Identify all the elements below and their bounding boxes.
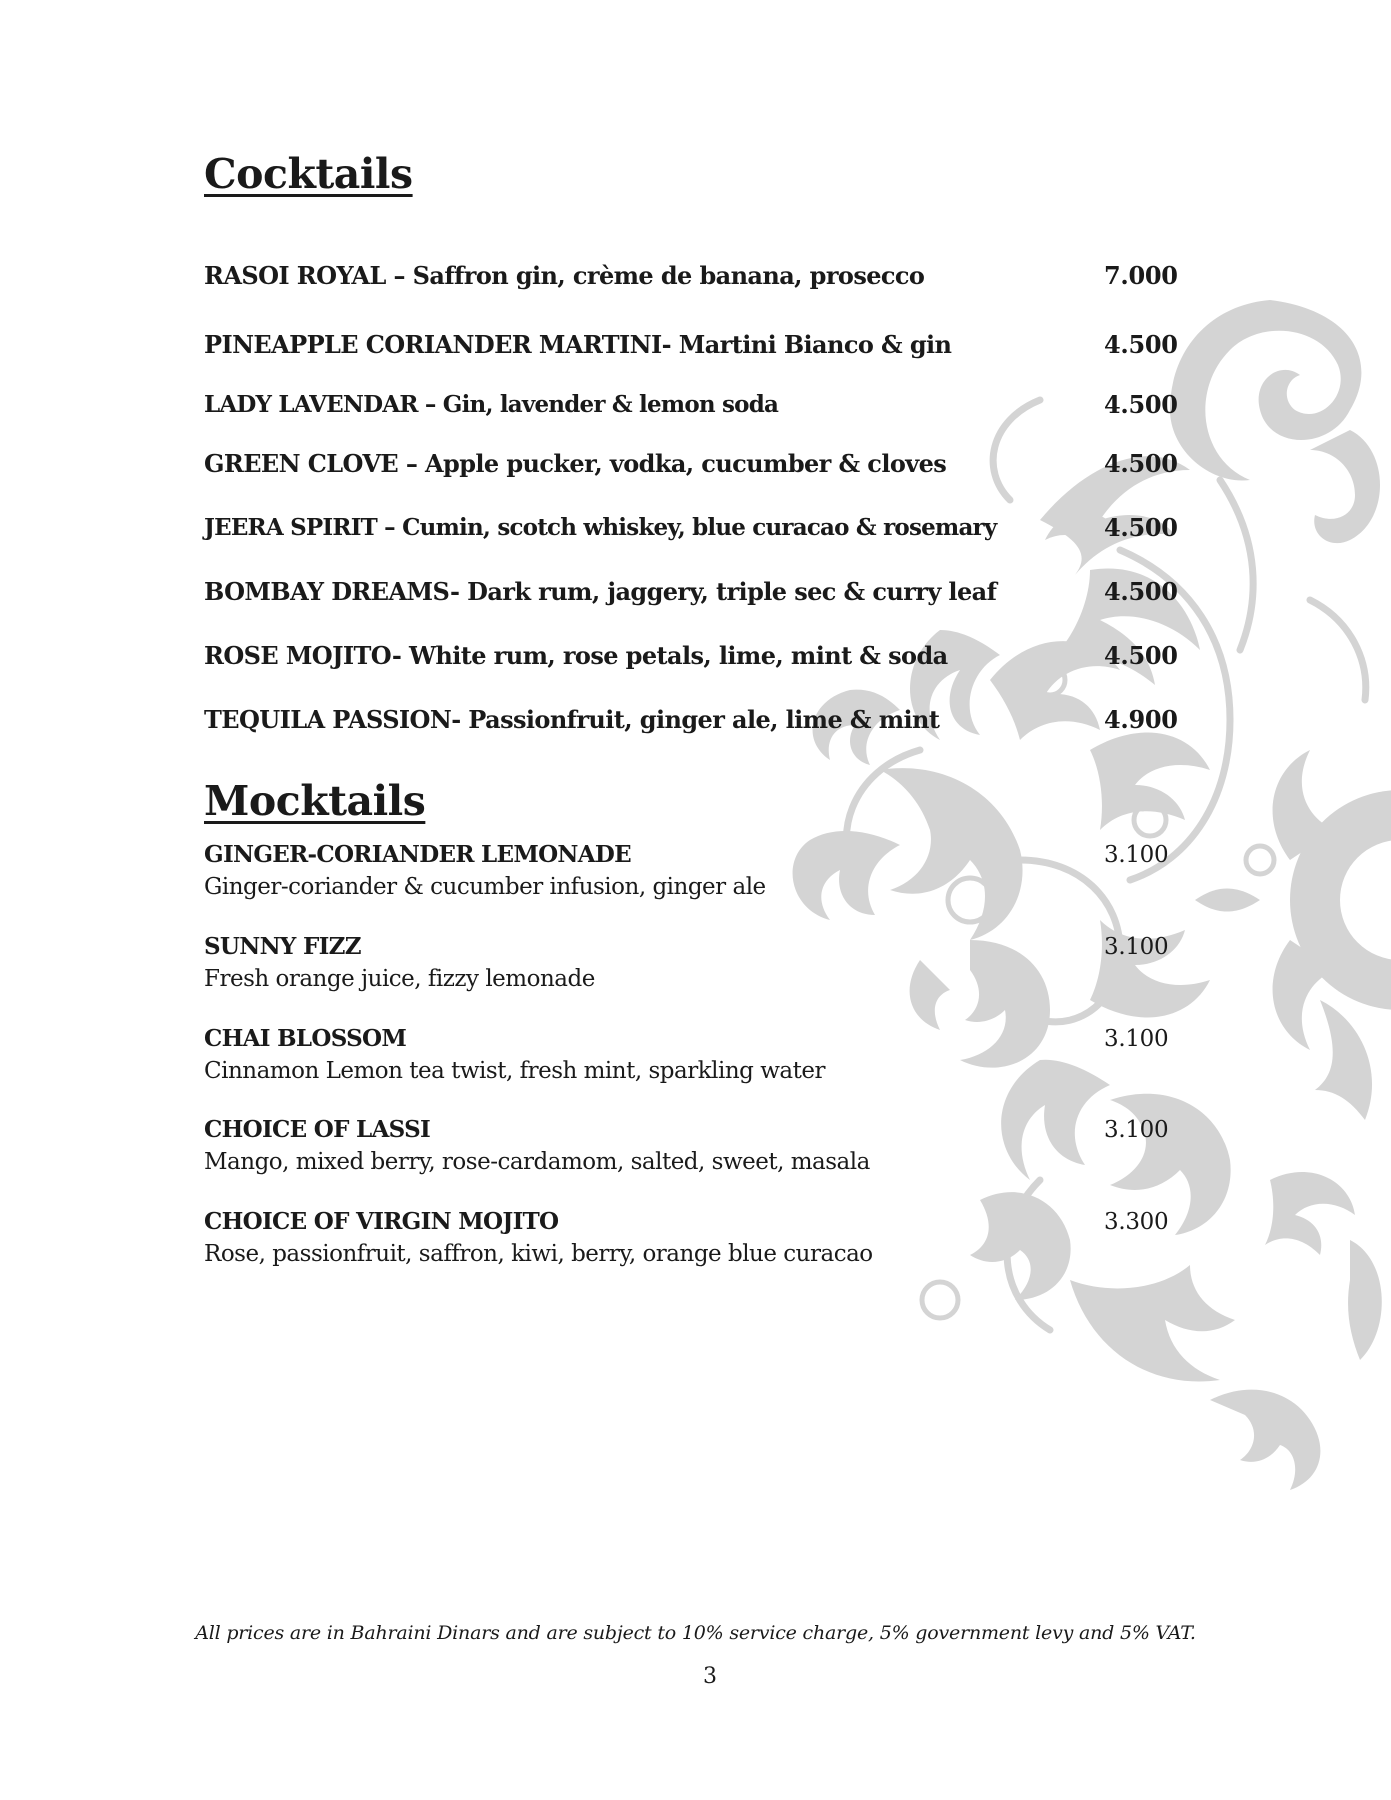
menu-item-name: PINEAPPLE CORIANDER MARTINI- Martini Bianco & gin (204, 330, 952, 359)
menu-item-name: JEERA SPIRIT – Cumin, scotch whiskey, blue curacao & rosemary (204, 514, 997, 541)
menu-item-row (204, 449, 1204, 483)
page-number: 3 (703, 1664, 717, 1689)
menu-item-price: 3.100 (1104, 934, 1169, 960)
menu-item-name: BOMBAY DREAMS- Dark rum, jaggery, triple sec & curry leaf (204, 577, 997, 606)
menu-item-description: Mango, mixed berry, rose-cardamom, salted, sweet, masala (204, 1149, 870, 1175)
menu-item-name: LADY LAVENDAR – Gin, lavender & lemon soda (204, 391, 779, 418)
menu-item (204, 1207, 1204, 1277)
menu-item (204, 1115, 1204, 1185)
menu-item-row (204, 705, 1204, 739)
menu-item-row (204, 513, 1204, 547)
price-disclaimer: All prices are in Bahraini Dinars and are subject to 10% service charge, 5% government levy and 5% VAT. (195, 1622, 1196, 1644)
menu-item-name: ROSE MOJITO- White rum, rose petals, lime, mint & soda (204, 641, 948, 670)
menu-item-name: RASOI ROYAL – Saffron gin, crème de banana, prosecco (204, 261, 925, 290)
mocktails-heading: Mocktails (204, 777, 426, 825)
cocktails-heading: Cocktails (204, 150, 413, 198)
menu-item-price: 4.500 (1104, 577, 1178, 606)
menu-item-price: 4.500 (1104, 390, 1178, 419)
menu-item (204, 840, 1204, 910)
menu-item-name: CHOICE OF VIRGIN MOJITO (204, 1208, 559, 1235)
menu-item-name: SUNNY FIZZ (204, 933, 361, 960)
menu-item (204, 1024, 1204, 1094)
menu-item-name: CHOICE OF LASSI (204, 1116, 431, 1143)
menu-item-price: 3.300 (1104, 1209, 1169, 1235)
menu-item-price: 3.100 (1104, 842, 1169, 868)
menu-item-price: 4.500 (1104, 449, 1178, 478)
menu-item-price: 7.000 (1104, 261, 1178, 290)
menu-item (204, 932, 1204, 1002)
menu-item-row (204, 577, 1204, 611)
menu-item-description: Fresh orange juice, fizzy lemonade (204, 966, 595, 992)
menu-item-name: CHAI BLOSSOM (204, 1025, 407, 1052)
menu-item-row (204, 261, 1204, 295)
menu-item-name: TEQUILA PASSION- Passionfruit, ginger ale, lime & mint (204, 705, 940, 734)
menu-item-row (204, 390, 1204, 424)
menu-item-row (204, 330, 1204, 364)
menu-item-price: 3.100 (1104, 1026, 1169, 1052)
menu-item-price: 3.100 (1104, 1117, 1169, 1143)
menu-item-description: Rose, passionfruit, saffron, kiwi, berry, orange blue curacao (204, 1241, 873, 1267)
menu-item-description: Ginger-coriander & cucumber infusion, ginger ale (204, 874, 766, 900)
menu-item-name: GREEN CLOVE – Apple pucker, vodka, cucumber & cloves (204, 449, 947, 478)
menu-item-price: 4.500 (1104, 641, 1178, 670)
menu-item-row (204, 641, 1204, 675)
menu-item-name: GINGER-CORIANDER LEMONADE (204, 841, 631, 868)
menu-item-description: Cinnamon Lemon tea twist, fresh mint, sparkling water (204, 1058, 825, 1084)
menu-item-price: 4.500 (1104, 513, 1178, 542)
menu-item-price: 4.900 (1104, 705, 1178, 734)
menu-item-price: 4.500 (1104, 330, 1178, 359)
